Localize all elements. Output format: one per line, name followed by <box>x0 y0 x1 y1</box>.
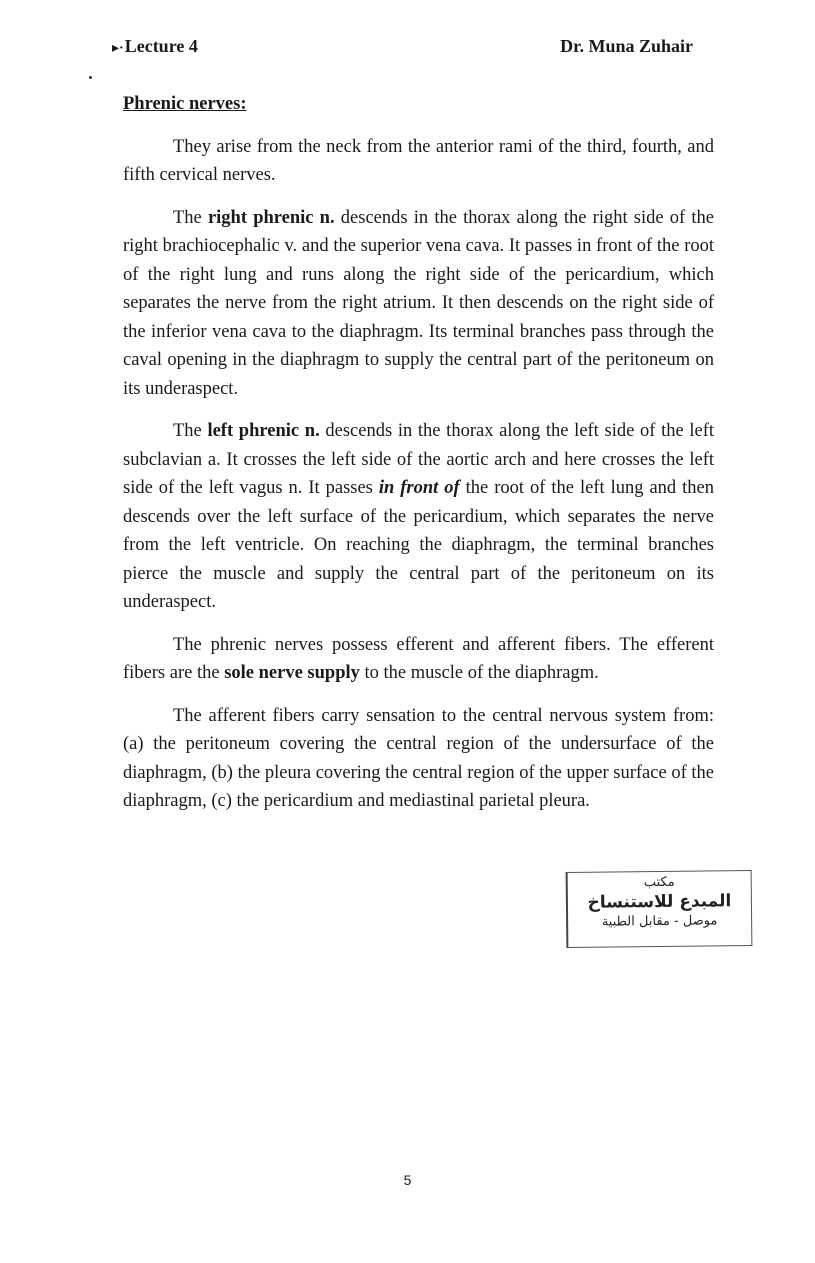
paragraph-text: The afferent fibers carry sensation to the central nervous system from: (a) the peritoneum covering the central region of the undersurface of the diaphragm, (b) the pleura covering the central region of the upper surface of the diaphragm, (c) the pericardium and mediastinal parietal pleura. <box>123 705 714 811</box>
stray-dot <box>89 76 92 79</box>
stamp-line: موصل - مقابل الطبية <box>601 913 718 930</box>
bold-term: right phrenic n. <box>207 207 335 228</box>
section-title: Phrenic nerves: <box>123 94 247 114</box>
bold-term: left phrenic n. <box>207 421 320 441</box>
page-number: 5 <box>403 1172 412 1188</box>
paragraph-left-phrenic <box>123 417 714 617</box>
paragraph-right-phrenic <box>123 204 714 404</box>
paragraph-text: descends in the thorax along the left side of the left subclavian a. It crosses the left side of the aortic arch and here crosses the left side of the left vagus n. It passes <box>123 421 714 498</box>
bold-term: sole nerve supply <box>224 663 360 683</box>
paragraph-origin <box>123 133 714 190</box>
page-body <box>123 90 714 830</box>
paragraph-text: They arise from the neck from the anterior rami of the third, fourth, and fifth cervical nerves. <box>123 136 714 185</box>
paragraph-text: to the muscle of the diaphragm. <box>359 663 599 683</box>
paragraph-fibers <box>123 631 714 688</box>
paragraph-text: The <box>173 207 208 228</box>
paragraph-text: The phrenic nerves possess efferent and afferent fibers. The efferent fibers are the <box>123 634 714 683</box>
paragraph-text: the root of the left lung and then descends over the left surface of the pericardium, which separates the nerve from the left ventricle. On reaching the diaphragm, the terminal branches pierce the muscle and supply the central part of the peritoneum on its underaspect. <box>123 478 714 612</box>
print-shop-stamp <box>566 870 753 948</box>
stamp-line: المبدع للاستنساخ <box>587 891 732 913</box>
lecture-label: Lecture 4 <box>124 36 198 56</box>
paragraph-afferent <box>123 702 714 816</box>
paragraph-text: descends in the thorax along the right side of the right brachiocephalic v. and the superior vena cava. It passes in front of the root of the right lung and runs along the right side of the pericardium, which separates the nerve from the right atrium. It then descends on the right side of the inferior vena cava to the diaphragm. Its terminal branches pass through the caval opening in the diaphragm to supply the central part of the peritoneum on its underaspect. <box>123 207 714 399</box>
stamp-line: مكتب <box>643 874 675 891</box>
bullet-mark-icon: ▸· <box>112 41 124 56</box>
bold-italic-term: in front of <box>378 478 460 498</box>
header-author: Dr. Muna Zuhair <box>560 36 693 56</box>
paragraph-text: The <box>173 421 208 441</box>
header-lecture <box>112 36 198 57</box>
